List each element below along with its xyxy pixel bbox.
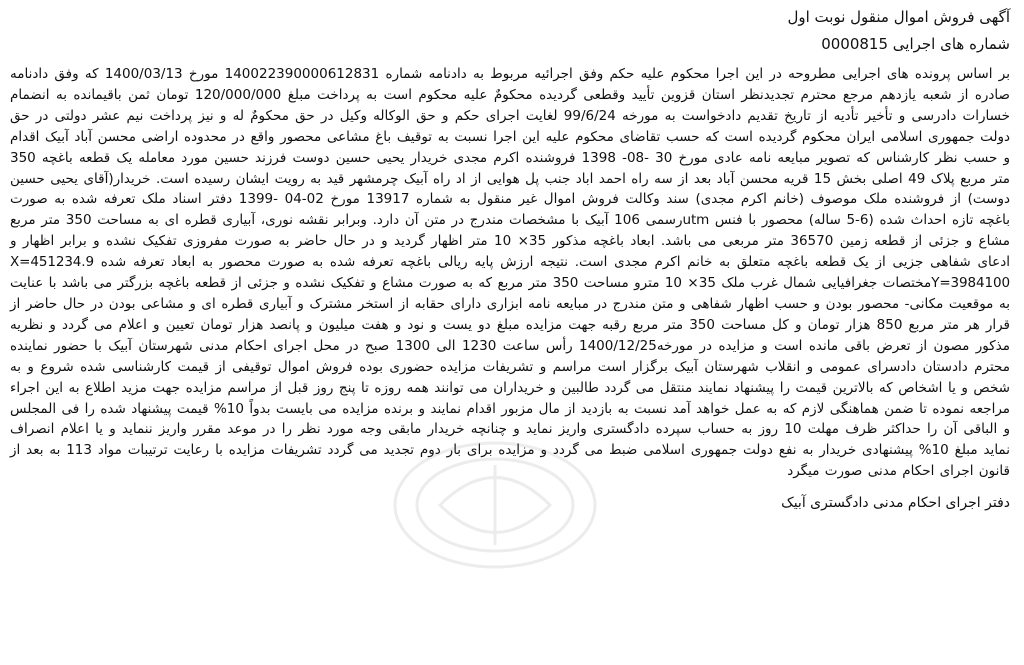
record-number: شماره های اجرایی 0000815 [821, 35, 1010, 53]
notice-body: بر اساس پرونده های اجرایی مطروحه در این اجرا محکوم علیه حکم وفق اجرائیه مربوط به دادنامه شماره 140022390000612831 مورخ 1400/03/13 که وفق دادنامه صادره از شعبه یازدهم مرجع محترم تجدیدنظر استان قزوین تأیید وقطعی گردیده محکومٌ علیه محکوم است به پرداخت مبلغ 120/000/000 تومان ثمن باقیمانده به انضمام خسارات دادرسی و تأخیر تأدیه از تاریخ تقدیم دادخواست به مورخه 99/6/24 لغایت اجرای حکم و حق الوکاله وکیل در حق محکومٌ له و نیز پرداخت نیم عشر دولتی در حق دولت جمهوری اسلامی ایران محکوم گردیده است که حسب تقاضای محکوم علیه این اجرا نسبت به توقیف باغ مشاعی محصور واقع در محدوده اراضی محسن آباد آبیک اقدام و حسب نظر کارشناس که تصویر مبایعه نامه عادی مورخ 30 -08- 1398 فروشنده اکرم مجدی خریدار یحیی حسین دوست فرزند حسین مورد معامله یک قطعه باغچه 350 متر مربع پلاک 49 اصلی بخش 15 قریه محسن آباد بعد از سه راه احمد اباد جنب پل هوایی از اد راه آبیک چرمشهر قید به رویت ایشان رسیده است. خریدار(آقای یحیی حسین دوست) از فروشنده ملک موصوف (خانم اکرم مجدی) سند وکالت فروش اموال غیر منقول به شماره 13917 مورخ 02-04 -1399 دفتر اسناد ملک تعرفه شده به صورت باغچه تازه احداث شده (6-5 ساله) محصور با فنس utmرسمی 106 آبیک با مشخصات مندرج در متن آن دارد. وبرابر نقشه نوری، آبیاری قطره ای به مساحت 350 متر مربع مشاع و جزئی از قطعه زمین 36570 متر مربعی می باشد. ابعاد باغچه مذکور 35× 10 متر اظهار گردید و در حال حاضر به صورت مفروزی تفکیک نشده و برابر اظهار و ادعای شفاهی جزیی از یک قطعه باغچه متعلق به خانم اکرم مجدی است. نتیجه ارزش پایه ریالی باغچه تعرفه شده به صورت محصور به ابعاد تعرفه شده X=451234.9 Y=3984100مختصات جغرافیایی شمال غرب ملک 35× 10 مترو مساحت 350 متر مربع که به صورت مشاع و تفکیک نشده و جزئی از قطعه باغچه بزرگتر می باشد با عنایت به موقعیت مکانی- محصور بودن و حسب اظهار شفاهی و متن مندرج در مبایعه نامه ابزاری دارای حقابه از استخر مشترک و آبیاری قطره ای و مشاعی بودن در حال حاضر از قرار هر متر مربع 850 هزار تومان و کل مساحت 350 متر مربع رقبه جهت مزایده مبلغ دو یست و نود و هفت میلیون و پانصد هزار تومان تعیین و اعلام می گردد و نظریه مذکور مصون از تعرض باقی مانده است و مزایده در مورخه1400/12/25 رأس ساعت 1230 الی 1300 صبح در محل اجرای احکام مدنی شهرستان آبیک با حضور نماینده محترم دادستان دادسرای عمومی و انقلاب شهرستان آبیک برگزار است مراسم و تشریفات مزایده حضوری بوده فروش اموال توقیفی از قیمت کارشناسی شده شروع و به شخص و یا اشخاص که بالاترین قیمت را پیشنهاد نمایند منتقل می گردد طالبین و خریداران می توانند همه روزه تا پنج روز قبل از مراسم مزایده جهت مزید اطلاع به این اجراء مراجعه نموده تا ضمن هماهنگی لازم که به عمل خواهد آمد نسبت به بازدید از مال مزبور اقدام نمایند و برنده مزایده می بایست بدواً 10% قیمت پیشنهاد شده را فی المجلس و الباقی آن را حداکثر ظرف مهلت 10 روز به حساب سپرده دادگستری واریز نماید و چنانچه خریدار مابقی وجه مورد نظر را در موعد مقرر واریز ننماید و یا اعلام انصراف نماید مبلغ 10% پیشنهادی خریدار به نفع دولت جمهوری اسلامی ضبط می گردد و مزایده برای بار دوم تجدید می گردد تشریفات مزایده با رعایت ترتیبات مواد 113 به بعد از قانون اجرای احکام مدنی صورت میگرد [10, 66, 1011, 480]
issuer-signature: دفتر اجرای احکام مدنی دادگستری آبیک [781, 495, 1010, 512]
notice-title: آگهی فروش اموال منقول نوبت اول [787, 8, 1010, 26]
